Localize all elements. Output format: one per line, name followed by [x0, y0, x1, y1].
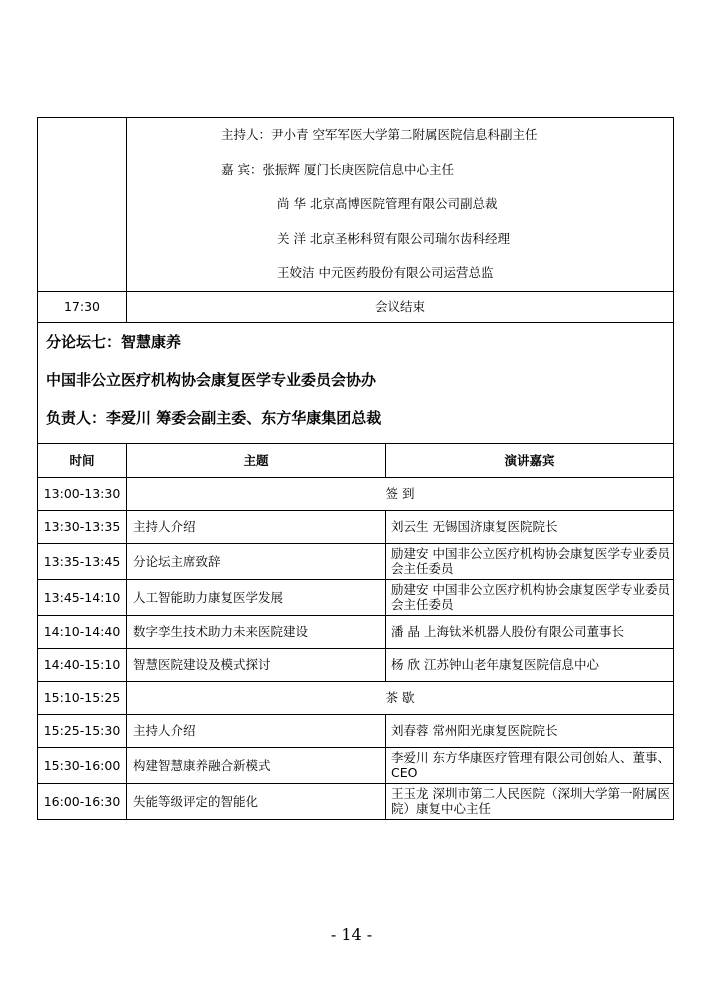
- session-time: 14:10-14:40: [38, 615, 127, 648]
- forum-header-row: [38, 322, 674, 443]
- session-time: 14:40-15:10: [38, 648, 127, 681]
- end-row: [38, 291, 674, 322]
- session-break: 签 到: [127, 477, 674, 510]
- page-number: - 14 -: [330, 925, 373, 944]
- session-speaker: 李爱川 东方华康医疗管理有限公司创始人、董事、CEO: [386, 747, 674, 783]
- guest-line: 王姣洁 中元医药股份有限公司运营总监: [277, 265, 494, 280]
- forum-co-organizer: 中国非公立医疗机构协会康复医学专业委员会协办: [46, 370, 377, 389]
- session-speaker: 潘 晶 上海钛米机器人股份有限公司董事长: [386, 615, 674, 648]
- guest-line: 关 洋 北京圣彬科贸有限公司瑞尔齿科经理: [277, 230, 510, 246]
- host-time-cell: [38, 118, 127, 292]
- column-header-row: [38, 443, 674, 477]
- session-topic: 智慧医院建设及模式探讨: [127, 648, 386, 681]
- table-row: [38, 579, 674, 615]
- session-speaker: 刘春蓉 常州阳光康复医院院长: [386, 714, 674, 747]
- session-topic: 主持人介绍: [127, 510, 386, 543]
- table-row: [38, 714, 674, 747]
- session-time: 16:00-16:30: [38, 783, 127, 819]
- end-time: 17:30: [38, 291, 127, 322]
- host-row: [38, 118, 674, 292]
- session-time: 13:30-13:35: [38, 510, 127, 543]
- session-speaker: 杨 欣 江苏钟山老年康复医院信息中心: [386, 648, 674, 681]
- end-label: 会议结束: [127, 291, 674, 322]
- forum-title: 分论坛七：智慧康养: [46, 332, 182, 351]
- table-row: [38, 648, 674, 681]
- guest-line: 嘉 宾：张振辉 厦门长庚医院信息中心主任: [221, 161, 454, 177]
- session-topic: 失能等级评定的智能化: [127, 783, 386, 819]
- session-topic: 分论坛主席致辞: [127, 543, 386, 579]
- table-row: [38, 615, 674, 648]
- session-topic: 构建智慧康养融合新模式: [127, 747, 386, 783]
- table-row: [38, 783, 674, 819]
- session-time: 13:45-14:10: [38, 579, 127, 615]
- table-row: [38, 681, 674, 714]
- session-speaker: 励建安 中国非公立医疗机构协会康复医学专业委员会主任委员: [386, 543, 674, 579]
- session-topic: 人工智能助力康复医学发展: [127, 579, 386, 615]
- session-time: 13:35-13:45: [38, 543, 127, 579]
- session-time: 15:30-16:00: [38, 747, 127, 783]
- session-speaker: 刘云生 无锡国济康复医院院长: [386, 510, 674, 543]
- table-row: [38, 543, 674, 579]
- session-topic: 主持人介绍: [127, 714, 386, 747]
- host-guest-list: [127, 118, 674, 292]
- guest-line: 尚 华 北京高博医院管理有限公司副总裁: [277, 196, 498, 211]
- table-row: [38, 510, 674, 543]
- header-time: 时间: [38, 443, 127, 477]
- session-time: 13:00-13:30: [38, 477, 127, 510]
- session-time: 15:10-15:25: [38, 681, 127, 714]
- schedule-table: [37, 117, 674, 820]
- table-row: [38, 747, 674, 783]
- session-speaker: 王玉龙 深圳市第二人民医院（深圳大学第一附属医院）康复中心主任: [386, 783, 674, 819]
- header-speaker: 演讲嘉宾: [386, 443, 674, 477]
- header-topic: 主题: [127, 443, 386, 477]
- session-speaker: 励建安 中国非公立医疗机构协会康复医学专业委员会主任委员: [386, 579, 674, 615]
- forum-info: [38, 322, 674, 443]
- host-line: 主持人：尹小青 空军军医大学第二附属医院信息科副主任: [221, 127, 538, 142]
- session-topic: 数字孪生技术助力未来医院建设: [127, 615, 386, 648]
- table-row: [38, 477, 674, 510]
- forum-lead: 负责人：李爱川 筹委会副主委、东方华康集团总裁: [46, 408, 382, 427]
- session-time: 15:25-15:30: [38, 714, 127, 747]
- session-break: 茶 歇: [127, 681, 674, 714]
